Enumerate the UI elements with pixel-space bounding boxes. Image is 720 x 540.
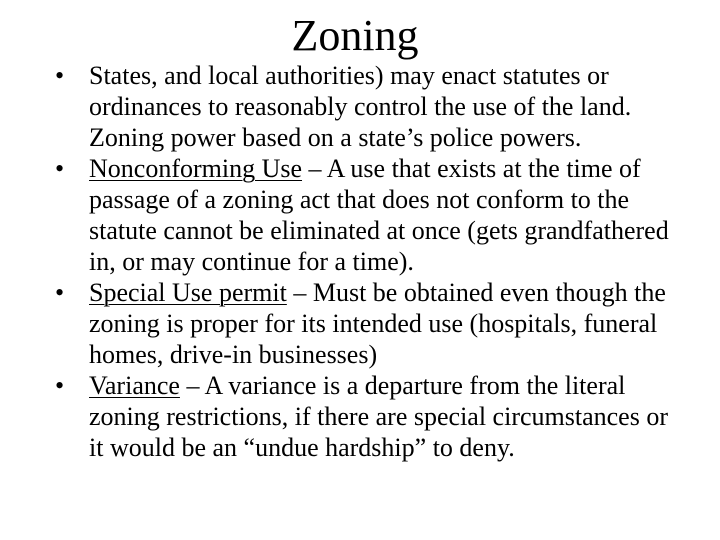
bullet-icon: • <box>55 61 65 90</box>
term-special-use-permit: Special Use permit <box>89 278 287 307</box>
bullet-text: – A use that exists at the time of passage of a zoning act that does not conform to the statute cannot be eliminated at once (gets grandfathered in, or may continue for a time). <box>89 154 669 276</box>
bullet-list <box>55 60 675 463</box>
bullet-icon: • <box>55 278 65 307</box>
bullet-item-nonconforming-use <box>55 153 675 277</box>
bullet-item-police-powers <box>55 60 675 153</box>
slide-title: Zoning <box>291 11 419 60</box>
bullet-text: States, and local authorities) may enact statutes or ordinances to reasonably control the use of the land. Zoning power based on a state’s police powers. <box>89 61 632 152</box>
bullet-item-special-use-permit <box>55 277 675 370</box>
bullet-icon: • <box>55 371 65 400</box>
bullet-item-variance <box>55 370 675 463</box>
term-variance: Variance <box>89 371 180 400</box>
bullet-text: – Must be obtained even though the zoning is proper for its intended use (hospitals, funeral homes, drive-in businesses) <box>89 278 666 369</box>
bullet-text: – A variance is a departure from the literal zoning restrictions, if there are special circumstances or it would be an “undue hardship” to deny. <box>89 371 668 462</box>
term-nonconforming-use: Nonconforming Use <box>89 154 303 183</box>
bullet-icon: • <box>55 154 65 183</box>
